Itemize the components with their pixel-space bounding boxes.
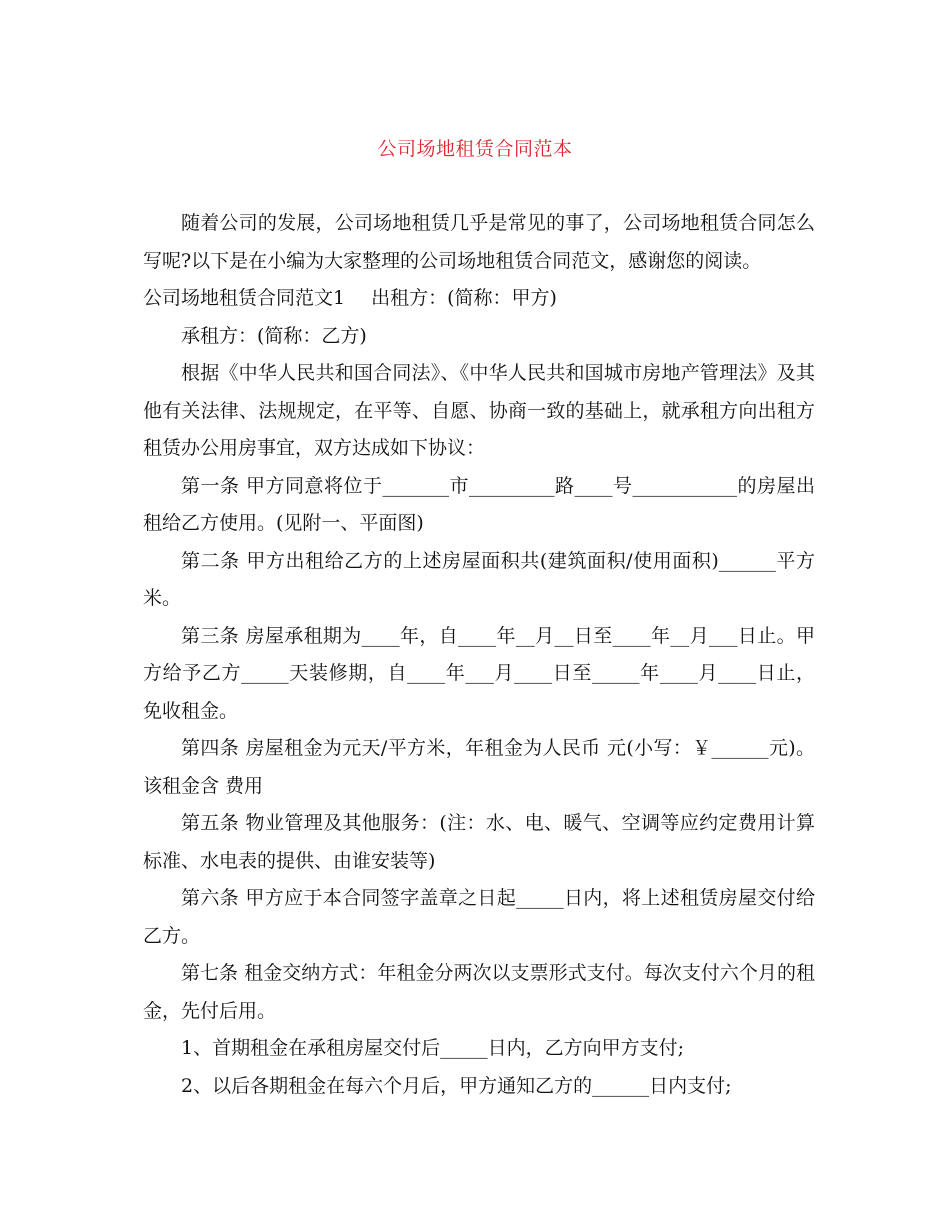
contract-heading-line [143,280,815,318]
article-7: 第七条 租金交纳方式：年租金分两次以支票形式支付。每次支付六个月的租金，先付后用。 [143,962,815,1022]
article-6: 第六条 甲方应于本合同签字盖章之日起_____日内，将上述租赁房屋交付给乙方。 [143,887,815,947]
article-2: 第二条 甲方出租给乙方的上述房屋面积共(建筑面积/使用面积)______平方米。 [143,549,815,609]
article-3: 第三条 房屋承租期为____年，自____年__月__日至____年__月___日止。甲方给予乙方_____天装修期，自____年___月____日至_____年____月____日止，免收租金。 [143,624,815,722]
article-5: 第五条 物业管理及其他服务：(注：水、电、暖气、空调等应约定费用计算标准、水电表的提供、由谁安装等) [143,812,815,872]
contract-subtitle: 公司场地租赁合同范文1 [143,287,346,309]
article-1: 第一条 甲方同意将位于_______市_________路____号___________的房屋出租给乙方使用。(见附一、平面图) [143,474,815,534]
article-4: 第四条 房屋租金为元天/平方米，年租金为人民币 元(小写：￥______元)。该租金含 费用 [143,737,815,797]
lessee-label: 承租方：(简称：乙方) [181,324,367,347]
document-title: 公司场地租赁合同范本 [377,138,573,160]
preamble-paragraph: 根据《中华人民共和国合同法》、《中华人民共和国城市房地产管理法》及其他有关法律、法规规定，在平等、自愿、协商一致的基础上，就承租方向出租方租赁办公用房事宜，双方达成如下协议： [143,362,815,459]
lessor-label: 出租方：(简称：甲方) [371,287,557,309]
article-7-item-1: 1、首期租金在承租房屋交付后_____日内，乙方向甲方支付; [181,1037,684,1059]
intro-paragraph: 随着公司的发展，公司场地租赁几乎是常见的事了，公司场地租赁合同怎么写呢?以下是在小编为大家整理的公司场地租赁合同范文，感谢您的阅读。 [143,212,815,272]
document-body [143,205,815,1105]
article-7-item-2: 2、以后各期租金在每六个月后，甲方通知乙方的______日内支付; [181,1074,732,1097]
